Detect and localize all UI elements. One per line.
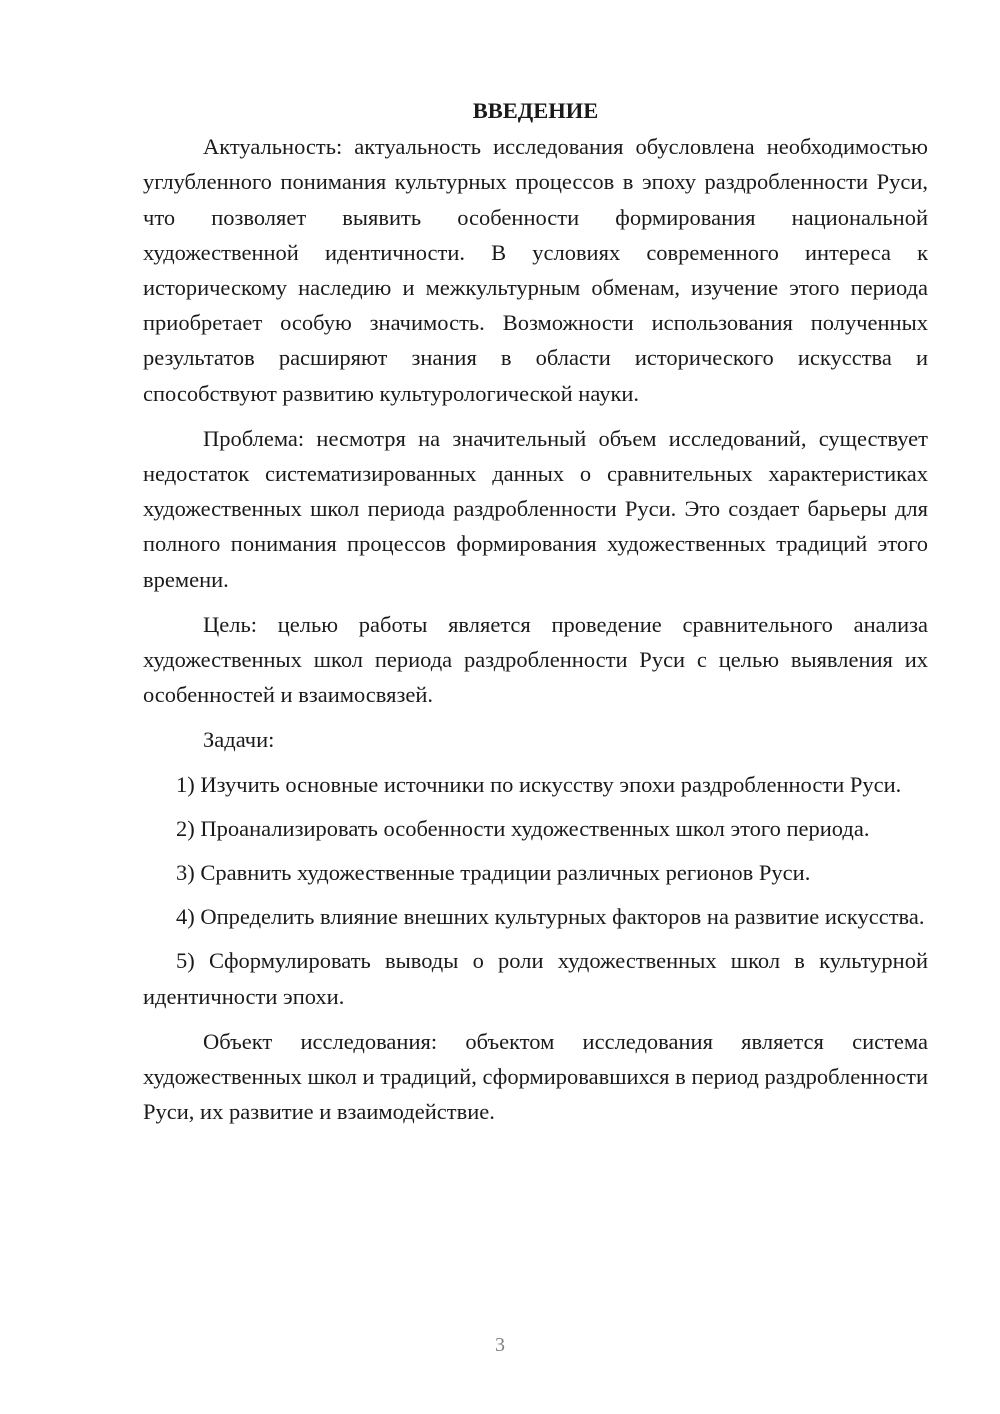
tasks-heading: Задачи: — [203, 727, 275, 753]
paragraph-relevance: Актуальность: актуальность исследования обусловлена необходимостью углубленного понимания культурных процессов в эпоху раздробленности Руси, что позволяет выявить особенности формирования национальной художественной идентичности. В условиях современного интереса к историческому наследию и межкультурным обменам, изучение этого периода приобретает особую значимость. Возможности использования полученных результатов расширяют знания в области исторического искусства и способствуют развитию культурологической науки. — [143, 134, 928, 406]
task-item-2: 2) Проанализировать особенности художественных школ этого периода. — [176, 815, 870, 841]
paragraph-problem: Проблема: несмотря на значительный объем исследований, существует недостаток систематизированных данных о сравнительных характеристиках художественных школ периода раздробленности Руси. Это создает барьеры для полного понимания процессов формирования художественных традиций этого времени. — [143, 425, 928, 592]
task-item-5: 5) Сформулировать выводы о роли художественных школ в культурной идентичности эпохи. — [143, 948, 928, 1009]
task-item-1: 1) Изучить основные источники по искусству эпохи раздробленности Руси. — [176, 771, 902, 797]
task-item-4: 4) Определить влияние внешних культурных факторов на развитие искусства. — [176, 904, 925, 930]
paragraph-goal: Цель: целью работы является проведение сравнительного анализа художественных школ периода раздробленности Руси с целью выявления их особенностей и взаимосвязей. — [143, 611, 928, 708]
paragraph-object: Объект исследования: объектом исследования является система художественных школ и традиций, сформировавшихся в период раздробленности Руси, их развитие и взаимодействие. — [143, 1028, 928, 1125]
page-number: 3 — [495, 1334, 505, 1356]
page-content — [143, 93, 928, 1129]
section-title: ВВЕДЕНИЕ — [472, 98, 599, 123]
task-item-3: 3) Сравнить художественные традиции различных регионов Руси. — [176, 860, 811, 886]
